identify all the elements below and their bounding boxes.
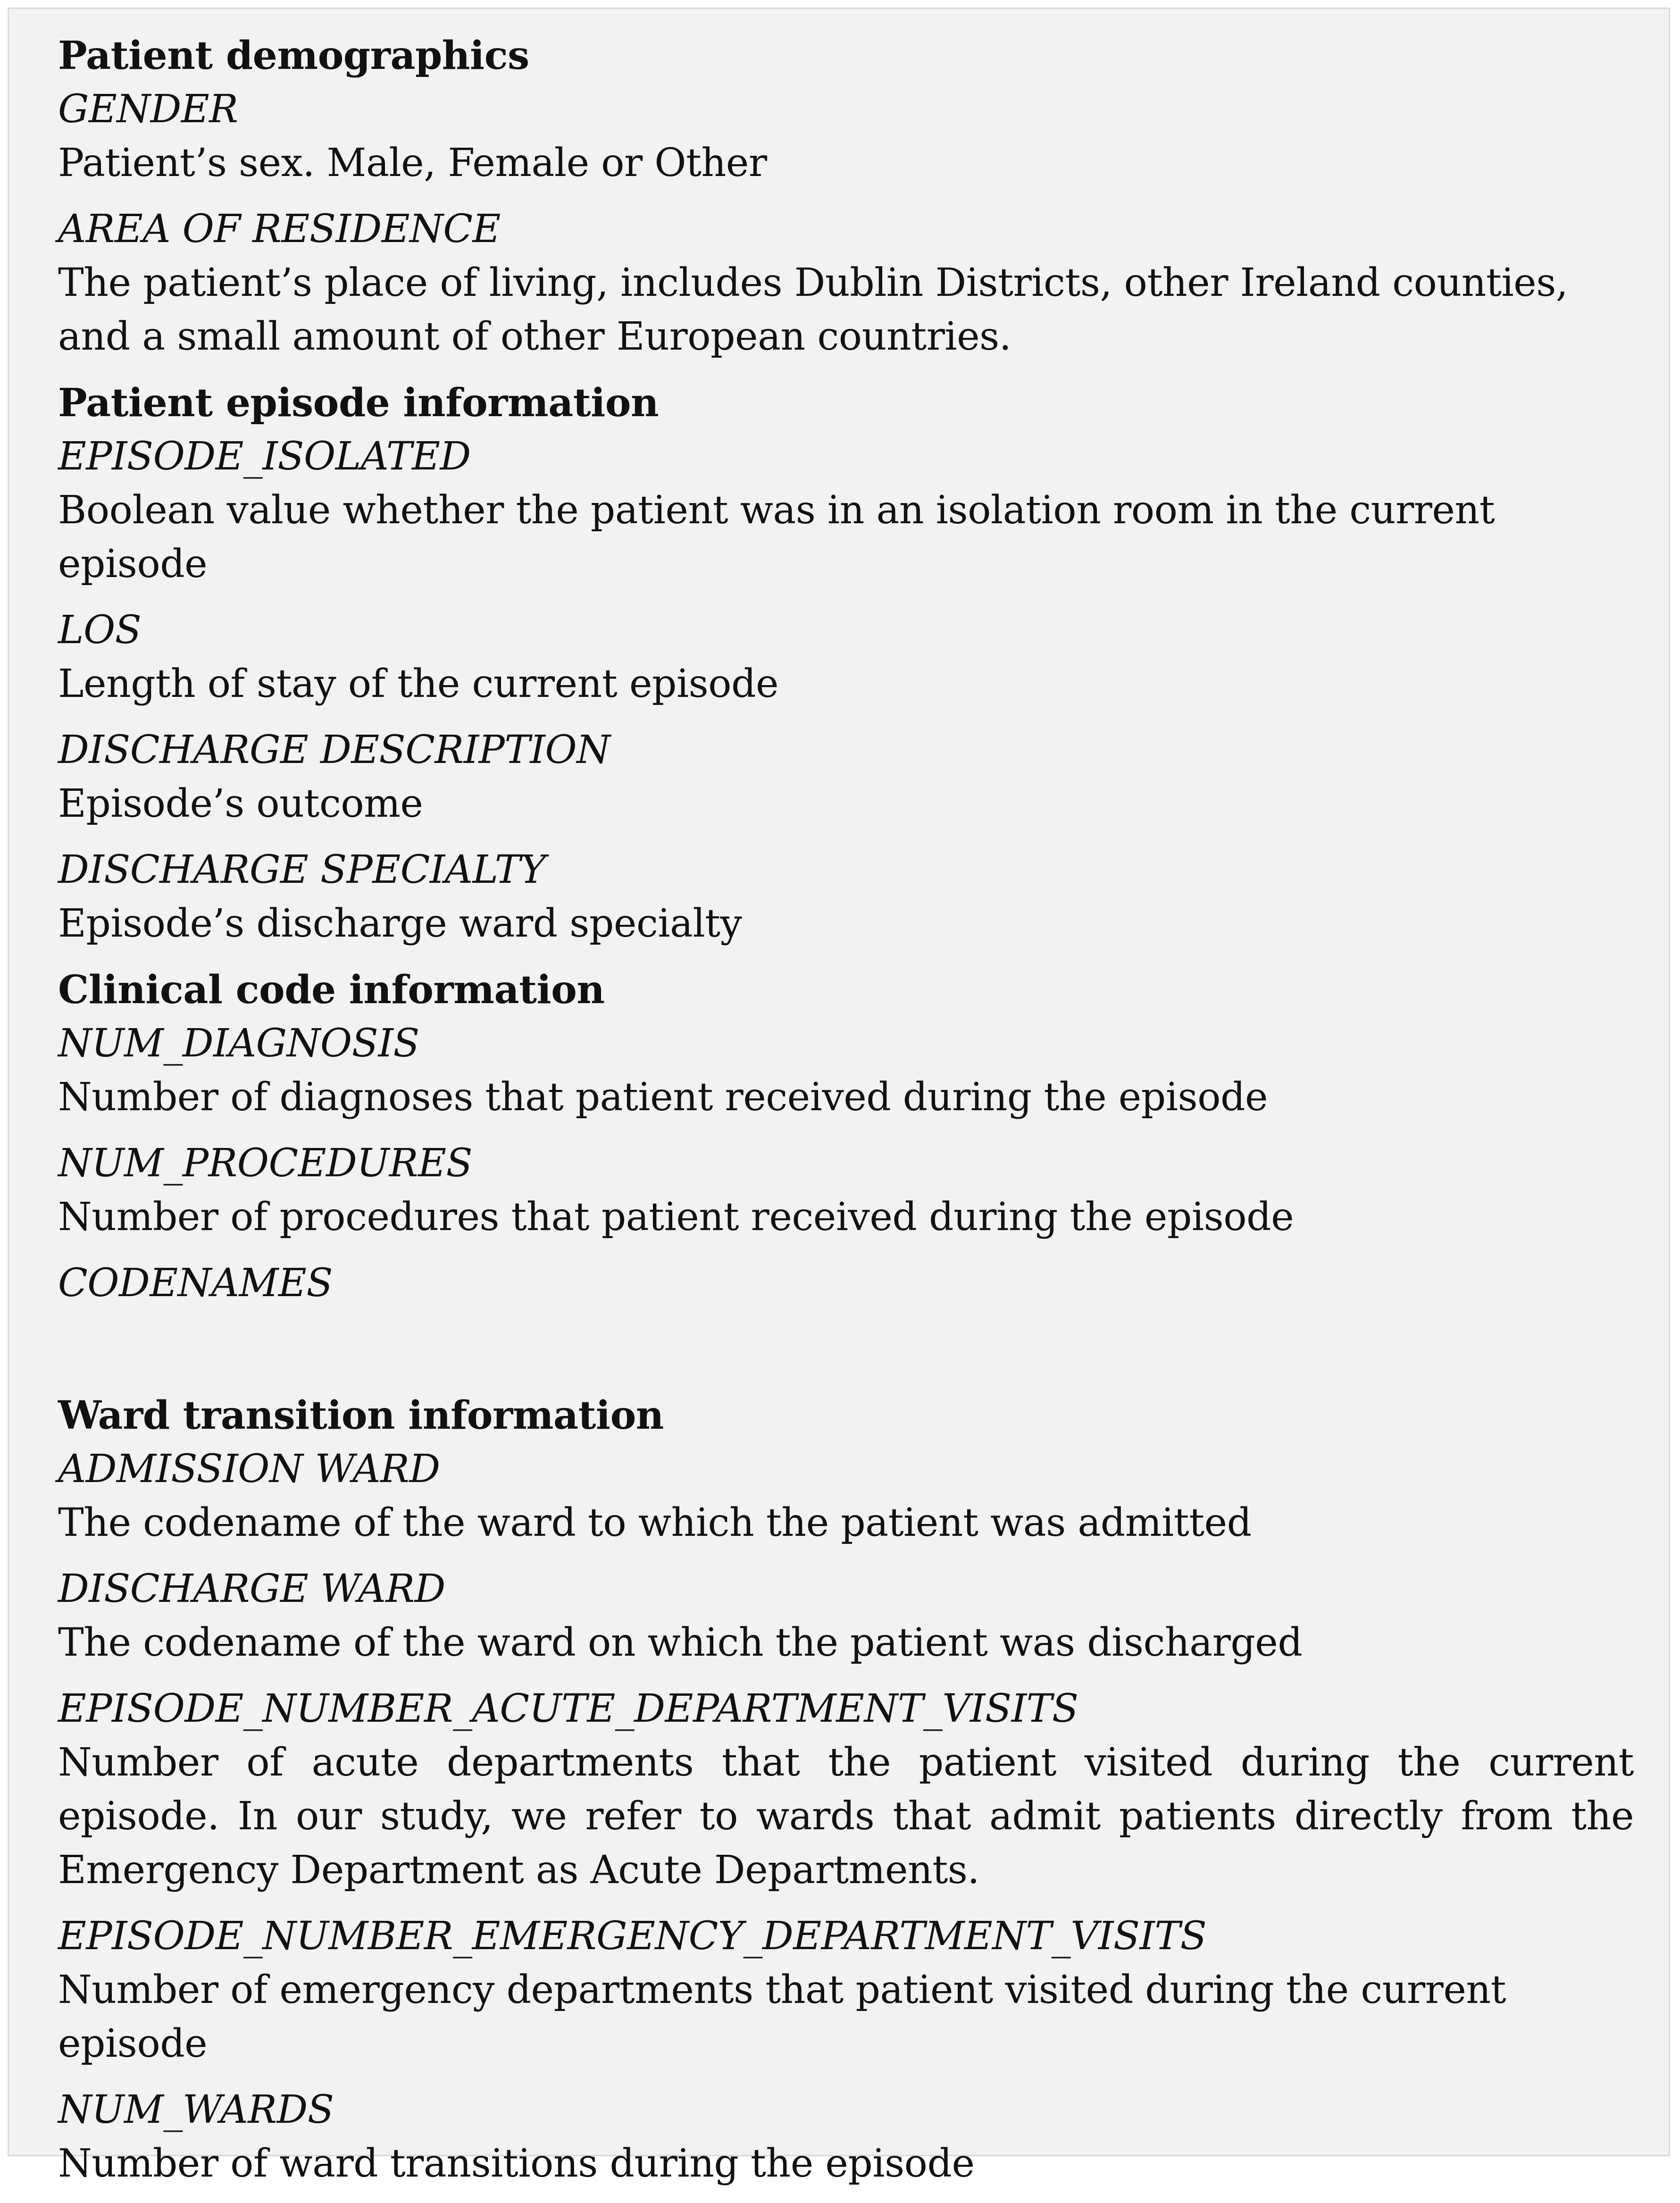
field-name-gender: GENDER bbox=[58, 87, 238, 132]
field-description-discharge-description: Episode’s outcome bbox=[58, 781, 423, 826]
section-title: Patient demographics bbox=[58, 33, 529, 78]
field-description-discharge-specialty: Episode’s discharge ward specialty bbox=[58, 901, 742, 946]
field-name-los: LOS bbox=[58, 608, 142, 653]
section-title: Clinical code information bbox=[58, 967, 605, 1013]
field-description-num-procedures: Number of procedures that patient received during the episode bbox=[58, 1195, 1294, 1240]
field-description-episode-number-acute-department-visits: Number of acute departments that the patient visited during the current episode. In our study, we refer to wards that admit patients directly from the Emergency Department as Acute Departments. bbox=[58, 1740, 1634, 1893]
field-name-area-of-residence: AREA OF RESIDENCE bbox=[58, 207, 501, 251]
field-description-los: Length of stay of the current episode bbox=[58, 662, 779, 706]
field-description-num-diagnosis: Number of diagnoses that patient received during the episode bbox=[58, 1075, 1268, 1120]
field-description-area-of-residence: The patient’s place of living, includes Dublin Districts, other Ireland counties, and a small amount of other European countries. bbox=[58, 260, 1568, 359]
variable-definitions-content bbox=[58, 29, 1634, 2203]
field-description-admission-ward: The codename of the ward to which the patient was admitted bbox=[58, 1500, 1252, 1545]
field-name-discharge-description: DISCHARGE DESCRIPTION bbox=[58, 728, 610, 772]
section-title: Ward transition information bbox=[58, 1393, 664, 1438]
field-description-discharge-ward: The codename of the ward on which the patient was discharged bbox=[58, 1620, 1303, 1665]
field-name-episode-number-emergency-department-visits: EPISODE_NUMBER_EMERGENCY_DEPARTMENT_VISITS bbox=[58, 1914, 1207, 1959]
section-spacer bbox=[58, 1323, 1634, 1389]
field-description-episode-number-emergency-department-visits: Number of emergency departments that patient visited during the current episode bbox=[58, 1968, 1506, 2066]
section-patient-demographics bbox=[58, 29, 1634, 364]
field-description-episode-isolated: Boolean value whether the patient was in an isolation room in the current episode bbox=[58, 488, 1495, 586]
field-name-num-procedures: NUM_PROCEDURES bbox=[58, 1141, 473, 1186]
field-name-episode-isolated: EPISODE_ISOLATED bbox=[58, 434, 471, 479]
field-description-num-wards: Number of ward transitions during the episode bbox=[58, 2141, 975, 2186]
field-name-codenames: CODENAMES bbox=[58, 1261, 333, 1306]
section-patient-episode-information bbox=[58, 376, 1634, 951]
variable-definitions-panel bbox=[8, 8, 1670, 2186]
field-name-discharge-specialty: DISCHARGE SPECIALTY bbox=[58, 847, 546, 892]
section-ward-transition-information bbox=[58, 1389, 1634, 2191]
field-name-num-wards: NUM_WARDS bbox=[58, 2087, 334, 2132]
field-description-gender: Patient’s sex. Male, Female or Other bbox=[58, 141, 767, 185]
field-name-discharge-ward: DISCHARGE WARD bbox=[58, 1566, 445, 1611]
section-title: Patient episode information bbox=[58, 380, 659, 426]
field-name-admission-ward: ADMISSION WARD bbox=[58, 1447, 440, 1491]
field-name-episode-number-acute-department-visits: EPISODE_NUMBER_ACUTE_DEPARTMENT_VISITS bbox=[58, 1686, 1078, 1731]
section-clinical-code-information bbox=[58, 963, 1634, 1310]
field-name-num-diagnosis: NUM_DIAGNOSIS bbox=[58, 1021, 419, 1066]
